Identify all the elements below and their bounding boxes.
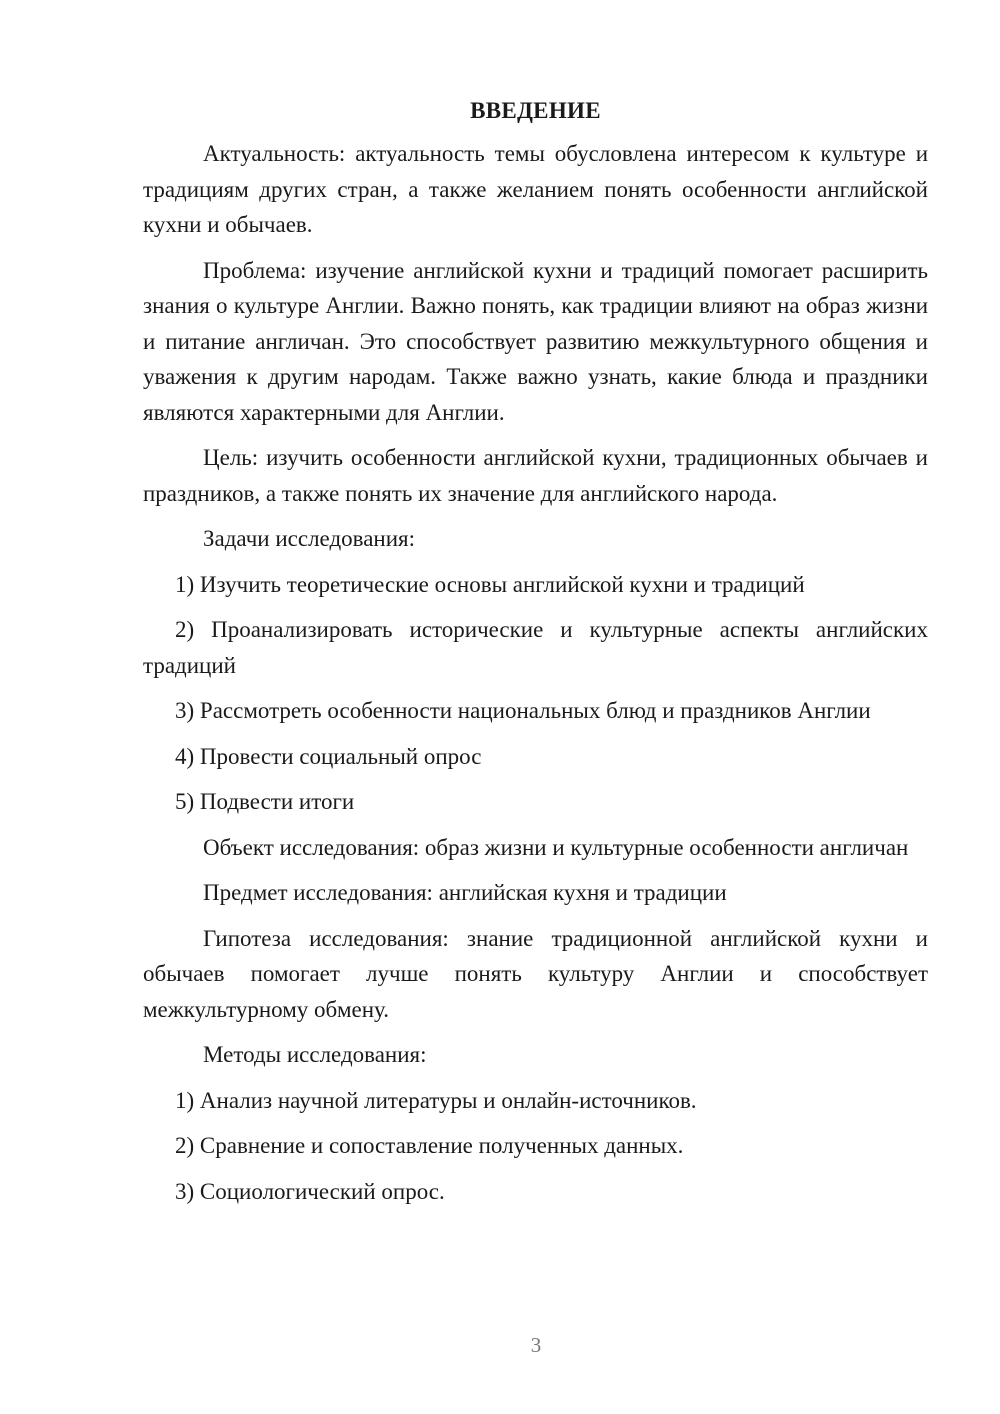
method-item: 1) Анализ научной литературы и онлайн-источников. [175, 1087, 697, 1113]
task-item: 2) Проанализировать исторические и культурные аспекты английских традиций [143, 617, 928, 678]
problem-paragraph: Проблема: изучение английской кухни и традиций помогает расширить знания о культуре Англии. Важно понять, как традиции влияют на образ жизни и питание англичан. Это способствует развитию межкультурного общения и уважения к другим народам. Также важно узнать, какие блюда и праздники являются характерными для Англии. [143, 257, 928, 425]
method-item: 2) Сравнение и сопоставление полученных данных. [175, 1133, 684, 1158]
task-item: 1) Изучить теоретические основы английской кухни и традиций [175, 571, 805, 597]
hypothesis-paragraph: Гипотеза исследования: знание традиционной английской кухни и обычаев помогает лучше понять культуру Англии и способствует межкультурному обмену. [143, 925, 928, 1022]
tasks-heading: Задачи исследования: [203, 526, 416, 551]
page-title: ВВЕДЕНИЕ [470, 98, 601, 123]
page-number: 3 [530, 1333, 542, 1357]
task-item: 4) Провести социальный опрос [175, 743, 482, 769]
task-item: 5) Подвести итоги [175, 789, 355, 814]
object-paragraph: Объект исследования: образ жизни и культурные особенности англичан [203, 834, 909, 860]
methods-heading: Методы исследования: [203, 1042, 427, 1067]
subject-paragraph: Предмет исследования: английская кухня и традиции [203, 880, 727, 905]
document-page [143, 93, 928, 1219]
task-item: 3) Рассмотреть особенности национальных блюд и праздников Англии [175, 698, 871, 723]
relevance-paragraph: Актуальность: актуальность темы обусловлена интересом к культуре и традициям других стран, а также желанием понять особенности английской кухни и обычаев. [143, 141, 928, 237]
goal-paragraph: Цель: изучить особенности английской кухни, традиционных обычаев и праздников, а также понять их значение для английского народа. [143, 445, 928, 506]
method-item: 3) Социологический опрос. [175, 1178, 445, 1204]
